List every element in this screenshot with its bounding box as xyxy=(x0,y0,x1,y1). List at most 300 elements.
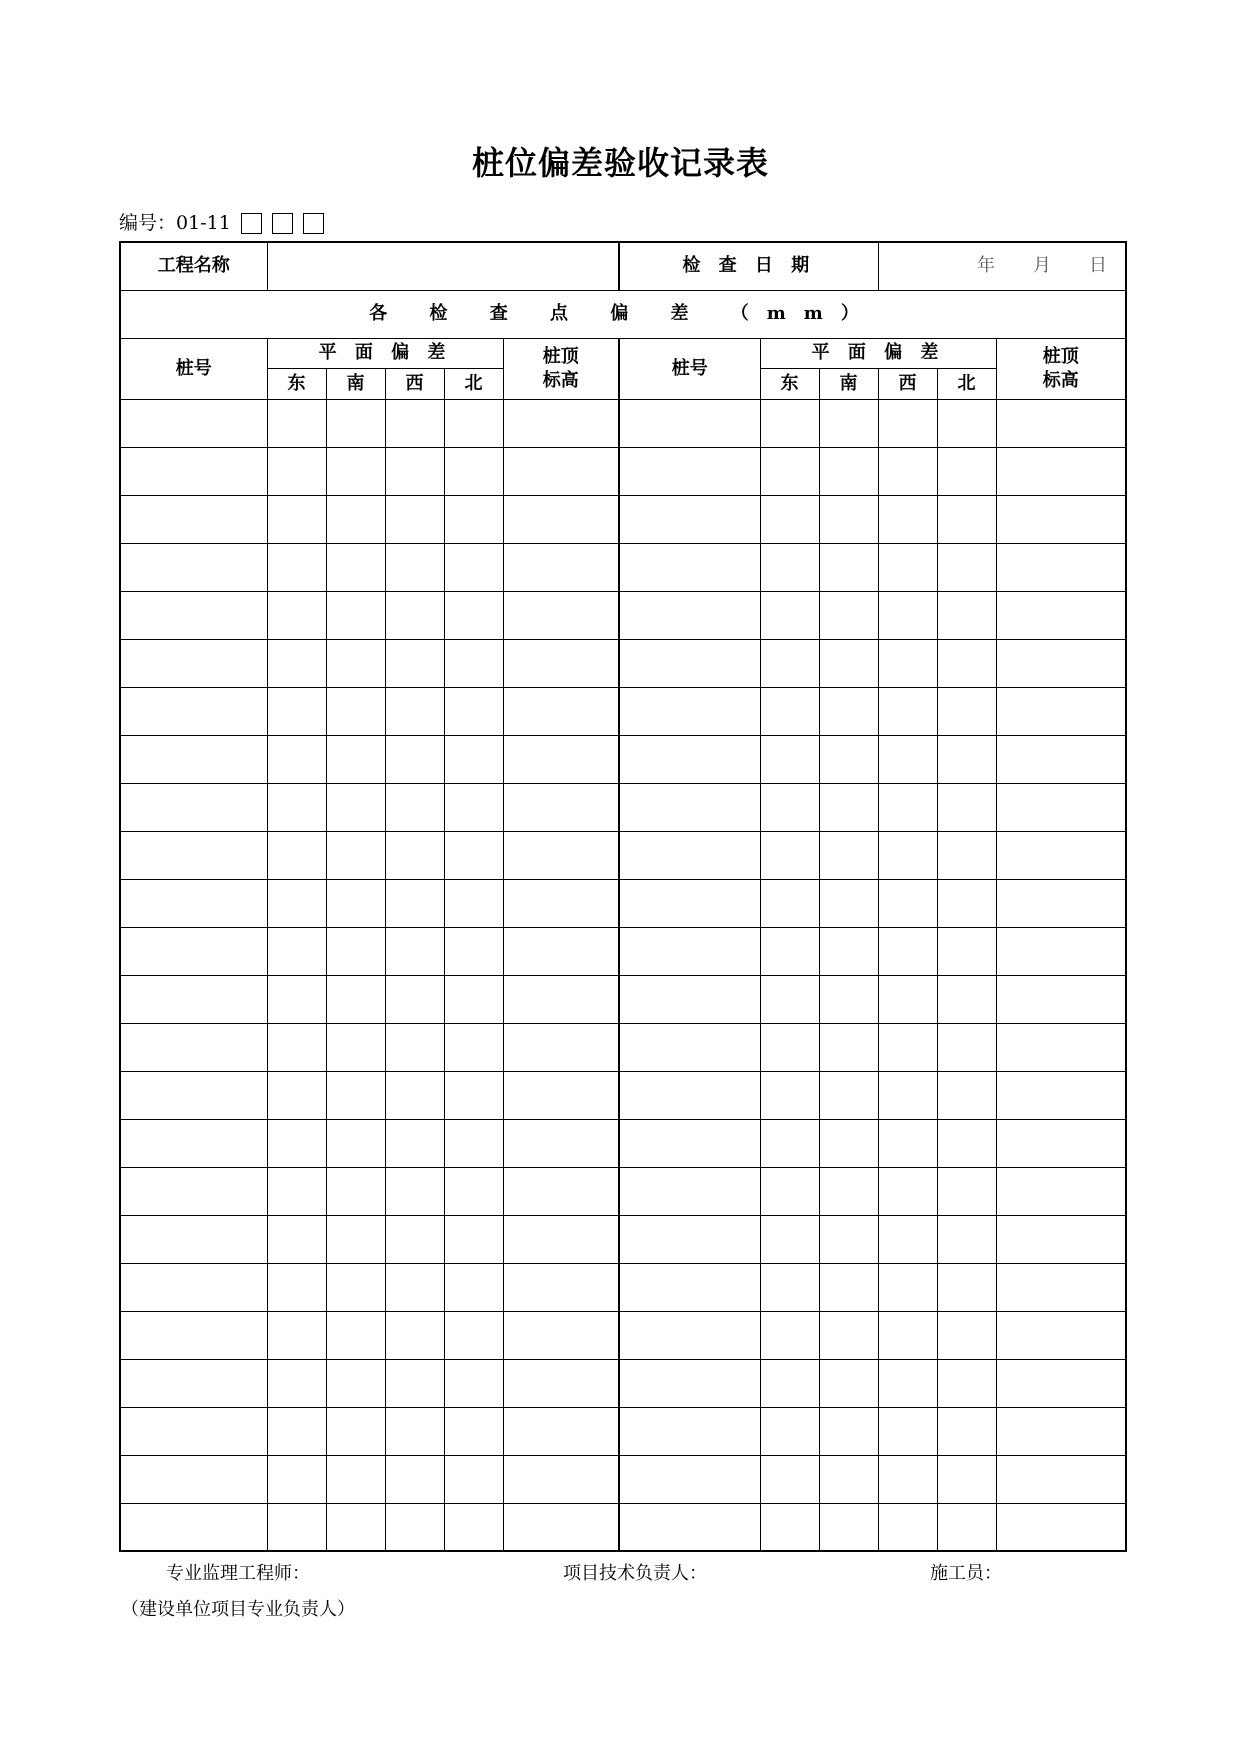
table-cell[interactable] xyxy=(760,783,819,831)
table-cell[interactable] xyxy=(819,927,878,975)
table-cell[interactable] xyxy=(503,639,619,687)
table-cell[interactable] xyxy=(326,495,385,543)
table-cell[interactable] xyxy=(385,1071,444,1119)
table-cell[interactable] xyxy=(760,687,819,735)
table-cell[interactable] xyxy=(326,639,385,687)
table-cell[interactable] xyxy=(120,543,267,591)
table-cell[interactable] xyxy=(996,1167,1126,1215)
table-cell[interactable] xyxy=(937,1503,996,1551)
table-cell[interactable] xyxy=(267,1023,326,1071)
table-cell[interactable] xyxy=(326,1167,385,1215)
table-cell[interactable] xyxy=(120,1311,267,1359)
table-cell[interactable] xyxy=(878,975,937,1023)
table-cell[interactable] xyxy=(937,1071,996,1119)
table-cell[interactable] xyxy=(760,1311,819,1359)
table-cell[interactable] xyxy=(619,1119,760,1167)
table-cell[interactable] xyxy=(503,1071,619,1119)
table-cell[interactable] xyxy=(996,1311,1126,1359)
table-cell[interactable] xyxy=(619,495,760,543)
table-cell[interactable] xyxy=(267,1263,326,1311)
table-cell[interactable] xyxy=(937,543,996,591)
table-cell[interactable] xyxy=(760,1071,819,1119)
table-cell[interactable] xyxy=(267,1071,326,1119)
table-cell[interactable] xyxy=(760,447,819,495)
table-row xyxy=(120,447,1126,495)
table-cell[interactable] xyxy=(444,975,503,1023)
table-cell[interactable] xyxy=(996,927,1126,975)
table-cell[interactable] xyxy=(819,399,878,447)
table-cell[interactable] xyxy=(267,783,326,831)
table-cell[interactable] xyxy=(937,1263,996,1311)
table-cell[interactable] xyxy=(444,1455,503,1503)
table-cell[interactable] xyxy=(937,831,996,879)
table-cell[interactable] xyxy=(385,543,444,591)
table-cell[interactable] xyxy=(878,447,937,495)
table-cell[interactable] xyxy=(326,1215,385,1263)
table-cell[interactable] xyxy=(385,687,444,735)
table-cell[interactable] xyxy=(937,735,996,783)
table-cell[interactable] xyxy=(444,543,503,591)
table-cell[interactable] xyxy=(503,447,619,495)
table-cell[interactable] xyxy=(326,975,385,1023)
table-cell[interactable] xyxy=(619,447,760,495)
table-cell[interactable] xyxy=(937,783,996,831)
table-cell[interactable] xyxy=(267,543,326,591)
table-cell[interactable] xyxy=(444,1071,503,1119)
table-cell[interactable] xyxy=(937,447,996,495)
table-cell[interactable] xyxy=(878,687,937,735)
table-cell[interactable] xyxy=(819,591,878,639)
table-cell[interactable] xyxy=(878,543,937,591)
table-cell[interactable] xyxy=(996,639,1126,687)
table-cell[interactable] xyxy=(120,783,267,831)
table-cell[interactable] xyxy=(878,927,937,975)
table-cell[interactable] xyxy=(619,831,760,879)
table-cell[interactable] xyxy=(503,735,619,783)
table-cell[interactable] xyxy=(385,1215,444,1263)
table-cell[interactable] xyxy=(326,591,385,639)
table-cell[interactable] xyxy=(996,687,1126,735)
table-cell[interactable] xyxy=(619,1215,760,1263)
table-cell[interactable] xyxy=(619,735,760,783)
table-cell[interactable] xyxy=(326,927,385,975)
table-cell[interactable] xyxy=(120,735,267,783)
table-cell[interactable] xyxy=(326,1071,385,1119)
table-cell[interactable] xyxy=(120,687,267,735)
table-cell[interactable] xyxy=(385,1023,444,1071)
table-cell[interactable] xyxy=(996,783,1126,831)
table-cell[interactable] xyxy=(760,495,819,543)
table-cell[interactable] xyxy=(937,1455,996,1503)
table-cell[interactable] xyxy=(937,495,996,543)
table-cell[interactable] xyxy=(760,543,819,591)
table-cell[interactable] xyxy=(878,1263,937,1311)
table-cell[interactable] xyxy=(120,831,267,879)
project-name-field[interactable] xyxy=(267,242,619,290)
table-cell[interactable] xyxy=(444,591,503,639)
table-cell[interactable] xyxy=(444,927,503,975)
table-cell[interactable] xyxy=(878,831,937,879)
table-cell[interactable] xyxy=(878,1455,937,1503)
table-cell[interactable] xyxy=(937,1119,996,1167)
table-cell[interactable] xyxy=(996,495,1126,543)
table-cell[interactable] xyxy=(503,399,619,447)
table-cell[interactable] xyxy=(996,1263,1126,1311)
table-cell[interactable] xyxy=(120,1359,267,1407)
table-cell[interactable] xyxy=(267,975,326,1023)
table-cell[interactable] xyxy=(120,399,267,447)
table-cell[interactable] xyxy=(619,1407,760,1455)
table-cell[interactable] xyxy=(503,831,619,879)
table-cell[interactable] xyxy=(385,1359,444,1407)
table-cell[interactable] xyxy=(619,1167,760,1215)
table-cell[interactable] xyxy=(619,543,760,591)
table-cell[interactable] xyxy=(760,1167,819,1215)
table-cell[interactable] xyxy=(503,975,619,1023)
table-cell[interactable] xyxy=(444,495,503,543)
table-cell[interactable] xyxy=(120,495,267,543)
code-box-2[interactable] xyxy=(272,213,293,234)
table-cell[interactable] xyxy=(760,399,819,447)
table-cell[interactable] xyxy=(878,1071,937,1119)
table-cell[interactable] xyxy=(503,1215,619,1263)
table-cell[interactable] xyxy=(819,1071,878,1119)
table-cell[interactable] xyxy=(619,1071,760,1119)
table-cell[interactable] xyxy=(444,1263,503,1311)
table-cell[interactable] xyxy=(760,831,819,879)
table-cell[interactable] xyxy=(267,1215,326,1263)
table-cell[interactable] xyxy=(326,735,385,783)
table-cell[interactable] xyxy=(385,927,444,975)
table-cell[interactable] xyxy=(878,1311,937,1359)
table-cell[interactable] xyxy=(503,1263,619,1311)
table-cell[interactable] xyxy=(937,591,996,639)
table-cell[interactable] xyxy=(996,1215,1126,1263)
table-cell[interactable] xyxy=(760,927,819,975)
table-cell[interactable] xyxy=(267,495,326,543)
table-cell[interactable] xyxy=(996,735,1126,783)
table-cell[interactable] xyxy=(619,687,760,735)
table-cell[interactable] xyxy=(760,639,819,687)
table-cell[interactable] xyxy=(120,591,267,639)
table-cell[interactable] xyxy=(996,1503,1126,1551)
table-cell[interactable] xyxy=(619,975,760,1023)
table-cell[interactable] xyxy=(760,735,819,783)
table-cell[interactable] xyxy=(996,1359,1126,1407)
table-cell[interactable] xyxy=(878,1023,937,1071)
table-cell[interactable] xyxy=(385,1119,444,1167)
table-cell[interactable] xyxy=(760,1263,819,1311)
table-cell[interactable] xyxy=(996,399,1126,447)
table-cell[interactable] xyxy=(120,447,267,495)
table-cell[interactable] xyxy=(937,1215,996,1263)
top-elevation-line1: 桩顶 xyxy=(1042,345,1079,367)
table-cell[interactable] xyxy=(385,1407,444,1455)
table-cell[interactable] xyxy=(819,735,878,783)
table-cell[interactable] xyxy=(996,1407,1126,1455)
table-cell[interactable] xyxy=(819,975,878,1023)
table-cell[interactable] xyxy=(385,735,444,783)
table-cell[interactable] xyxy=(878,1407,937,1455)
table-cell[interactable] xyxy=(503,1023,619,1071)
table-cell[interactable] xyxy=(996,1455,1126,1503)
table-cell[interactable] xyxy=(503,687,619,735)
table-cell[interactable] xyxy=(444,783,503,831)
table-cell[interactable] xyxy=(326,1119,385,1167)
table-cell[interactable] xyxy=(937,399,996,447)
table-cell[interactable] xyxy=(444,1119,503,1167)
table-cell[interactable] xyxy=(619,879,760,927)
table-cell[interactable] xyxy=(503,879,619,927)
table-cell[interactable] xyxy=(819,447,878,495)
table-cell[interactable] xyxy=(267,447,326,495)
table-cell[interactable] xyxy=(385,831,444,879)
table-cell[interactable] xyxy=(819,1359,878,1407)
table-cell[interactable] xyxy=(819,831,878,879)
table-cell[interactable] xyxy=(819,1023,878,1071)
table-cell[interactable] xyxy=(120,1071,267,1119)
table-cell[interactable] xyxy=(326,831,385,879)
table-cell[interactable] xyxy=(937,1167,996,1215)
table-cell[interactable] xyxy=(503,591,619,639)
table-cell[interactable] xyxy=(503,1455,619,1503)
table-cell[interactable] xyxy=(326,1263,385,1311)
table-cell[interactable] xyxy=(937,879,996,927)
table-cell[interactable] xyxy=(819,1119,878,1167)
table-cell[interactable] xyxy=(385,1311,444,1359)
table-cell[interactable] xyxy=(819,495,878,543)
table-cell[interactable] xyxy=(267,1455,326,1503)
table-cell[interactable] xyxy=(819,687,878,735)
table-cell[interactable] xyxy=(878,1503,937,1551)
table-cell[interactable] xyxy=(444,639,503,687)
table-cell[interactable] xyxy=(385,447,444,495)
code-box-1[interactable] xyxy=(241,213,262,234)
table-cell[interactable] xyxy=(878,1215,937,1263)
table-cell[interactable] xyxy=(619,1311,760,1359)
inspection-date-field[interactable] xyxy=(878,242,1126,290)
table-cell[interactable] xyxy=(267,1503,326,1551)
table-cell[interactable] xyxy=(267,1359,326,1407)
table-cell[interactable] xyxy=(267,1407,326,1455)
table-cell[interactable] xyxy=(503,1119,619,1167)
table-cell[interactable] xyxy=(996,975,1126,1023)
table-cell[interactable] xyxy=(120,1119,267,1167)
table-cell[interactable] xyxy=(385,639,444,687)
table-cell[interactable] xyxy=(619,1455,760,1503)
table-cell[interactable] xyxy=(326,1311,385,1359)
table-cell[interactable] xyxy=(760,1503,819,1551)
table-cell[interactable] xyxy=(503,783,619,831)
table-cell[interactable] xyxy=(760,1455,819,1503)
table-cell[interactable] xyxy=(444,1503,503,1551)
table-cell[interactable] xyxy=(326,1359,385,1407)
table-cell[interactable] xyxy=(326,783,385,831)
table-cell[interactable] xyxy=(937,927,996,975)
table-cell[interactable] xyxy=(444,1407,503,1455)
table-cell[interactable] xyxy=(996,591,1126,639)
table-cell[interactable] xyxy=(619,399,760,447)
table-cell[interactable] xyxy=(760,879,819,927)
table-cell[interactable] xyxy=(326,1023,385,1071)
table-cell[interactable] xyxy=(996,1023,1126,1071)
table-cell[interactable] xyxy=(760,1023,819,1071)
table-cell[interactable] xyxy=(385,1167,444,1215)
table-cell[interactable] xyxy=(996,447,1126,495)
table-cell[interactable] xyxy=(878,1359,937,1407)
table-cell[interactable] xyxy=(385,1455,444,1503)
table-cell[interactable] xyxy=(503,1407,619,1455)
table-cell[interactable] xyxy=(819,1407,878,1455)
table-cell[interactable] xyxy=(120,1263,267,1311)
table-cell[interactable] xyxy=(385,1503,444,1551)
table-cell[interactable] xyxy=(619,783,760,831)
table-cell[interactable] xyxy=(120,1407,267,1455)
top-elevation-line2: 标高 xyxy=(1042,369,1079,391)
table-cell[interactable] xyxy=(619,1503,760,1551)
table-cell[interactable] xyxy=(120,1215,267,1263)
table-cell[interactable] xyxy=(503,927,619,975)
table-cell[interactable] xyxy=(120,1167,267,1215)
table-cell[interactable] xyxy=(878,399,937,447)
table-cell[interactable] xyxy=(760,975,819,1023)
table-cell[interactable] xyxy=(326,687,385,735)
table-cell[interactable] xyxy=(619,591,760,639)
table-cell[interactable] xyxy=(385,399,444,447)
table-cell[interactable] xyxy=(326,879,385,927)
table-cell[interactable] xyxy=(385,783,444,831)
table-cell[interactable] xyxy=(619,1023,760,1071)
table-cell[interactable] xyxy=(267,1311,326,1359)
table-cell[interactable] xyxy=(760,1215,819,1263)
table-cell[interactable] xyxy=(326,447,385,495)
table-cell[interactable] xyxy=(120,639,267,687)
table-cell[interactable] xyxy=(326,399,385,447)
table-cell[interactable] xyxy=(267,927,326,975)
table-cell[interactable] xyxy=(326,1455,385,1503)
table-cell[interactable] xyxy=(819,1503,878,1551)
table-cell[interactable] xyxy=(326,1407,385,1455)
table-cell[interactable] xyxy=(878,639,937,687)
table-cell[interactable] xyxy=(503,495,619,543)
table-cell[interactable] xyxy=(120,975,267,1023)
table-cell[interactable] xyxy=(385,495,444,543)
table-cell[interactable] xyxy=(937,1407,996,1455)
table-row xyxy=(120,1119,1126,1167)
table-cell[interactable] xyxy=(385,1263,444,1311)
table-cell[interactable] xyxy=(385,975,444,1023)
table-cell[interactable] xyxy=(996,1071,1126,1119)
table-cell[interactable] xyxy=(444,735,503,783)
code-box-3[interactable] xyxy=(303,213,324,234)
table-cell[interactable] xyxy=(996,543,1126,591)
table-cell[interactable] xyxy=(267,735,326,783)
table-cell[interactable] xyxy=(619,1263,760,1311)
table-cell[interactable] xyxy=(444,879,503,927)
table-cell[interactable] xyxy=(878,879,937,927)
table-cell[interactable] xyxy=(385,591,444,639)
table-cell[interactable] xyxy=(120,1455,267,1503)
table-cell[interactable] xyxy=(819,1263,878,1311)
table-cell[interactable] xyxy=(937,639,996,687)
table-cell[interactable] xyxy=(819,1311,878,1359)
table-cell[interactable] xyxy=(503,1167,619,1215)
table-cell[interactable] xyxy=(819,783,878,831)
table-cell[interactable] xyxy=(878,495,937,543)
table-cell[interactable] xyxy=(503,1311,619,1359)
table-cell[interactable] xyxy=(878,735,937,783)
table-cell[interactable] xyxy=(937,687,996,735)
table-cell[interactable] xyxy=(385,879,444,927)
table-cell[interactable] xyxy=(819,639,878,687)
table-cell[interactable] xyxy=(819,879,878,927)
table-cell[interactable] xyxy=(937,1023,996,1071)
table-cell[interactable] xyxy=(503,543,619,591)
table-cell[interactable] xyxy=(619,927,760,975)
table-cell[interactable] xyxy=(120,879,267,927)
table-cell[interactable] xyxy=(878,783,937,831)
table-cell[interactable] xyxy=(760,1359,819,1407)
table-cell[interactable] xyxy=(760,1119,819,1167)
table-cell[interactable] xyxy=(120,1503,267,1551)
table-cell[interactable] xyxy=(444,399,503,447)
table-row xyxy=(120,1359,1126,1407)
table-cell[interactable] xyxy=(444,1023,503,1071)
table-cell[interactable] xyxy=(819,1167,878,1215)
table-cell[interactable] xyxy=(503,1359,619,1407)
table-cell[interactable] xyxy=(267,591,326,639)
table-cell[interactable] xyxy=(444,687,503,735)
table-cell[interactable] xyxy=(444,831,503,879)
table-cell[interactable] xyxy=(267,1119,326,1167)
table-cell[interactable] xyxy=(444,447,503,495)
table-cell[interactable] xyxy=(760,1407,819,1455)
table-cell[interactable] xyxy=(503,1503,619,1551)
table-cell[interactable] xyxy=(326,543,385,591)
table-cell[interactable] xyxy=(619,639,760,687)
table-cell[interactable] xyxy=(120,1023,267,1071)
table-cell[interactable] xyxy=(937,1359,996,1407)
table-cell[interactable] xyxy=(267,687,326,735)
table-cell[interactable] xyxy=(120,927,267,975)
north-header: 北 xyxy=(937,368,996,399)
table-cell[interactable] xyxy=(267,831,326,879)
table-cell[interactable] xyxy=(326,1503,385,1551)
table-cell[interactable] xyxy=(996,1119,1126,1167)
table-cell[interactable] xyxy=(444,1311,503,1359)
table-cell[interactable] xyxy=(878,1119,937,1167)
table-cell[interactable] xyxy=(996,831,1126,879)
table-cell[interactable] xyxy=(937,1311,996,1359)
table-cell[interactable] xyxy=(444,1359,503,1407)
table-cell[interactable] xyxy=(819,1215,878,1263)
table-cell[interactable] xyxy=(819,543,878,591)
table-cell[interactable] xyxy=(937,975,996,1023)
table-cell[interactable] xyxy=(878,1167,937,1215)
table-cell[interactable] xyxy=(619,1359,760,1407)
year-label: 年 xyxy=(977,255,996,277)
table-cell[interactable] xyxy=(267,1167,326,1215)
table-cell[interactable] xyxy=(267,639,326,687)
table-cell[interactable] xyxy=(267,879,326,927)
table-cell[interactable] xyxy=(819,1455,878,1503)
table-cell[interactable] xyxy=(267,399,326,447)
table-cell[interactable] xyxy=(878,591,937,639)
table-cell[interactable] xyxy=(444,1167,503,1215)
table-cell[interactable] xyxy=(760,591,819,639)
table-cell[interactable] xyxy=(444,1215,503,1263)
table-cell[interactable] xyxy=(996,879,1126,927)
